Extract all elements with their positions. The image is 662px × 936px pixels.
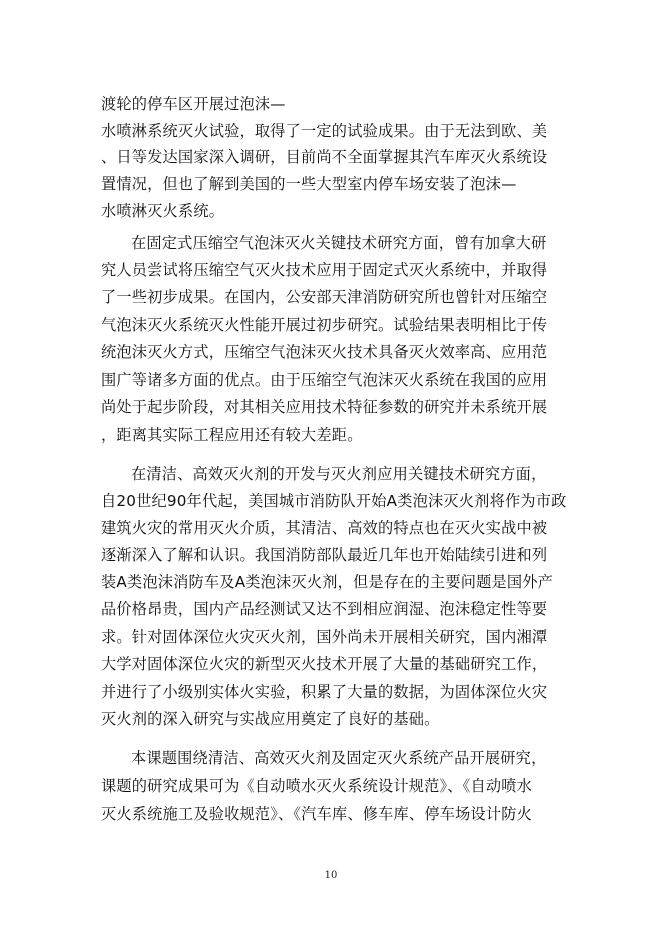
text-line: 课题的研究成果可为《自动喷水灭火系统设计规范》、《自动喷水 — [101, 777, 533, 795]
text-line: 建筑火灾的常用灭火介质，其清洁、高效的特点也在灭火实战中被 — [101, 519, 548, 537]
text-line: 置情况，但也了解到美国的一些大型室内停车场安装了泡沫— — [101, 175, 517, 193]
text-line: 逐渐深入了解和认识。我国消防部队最近几年也开始陆续引进和列 — [101, 546, 548, 564]
text-line: 品价格昂贵，国内产品经测试又达不到相应润湿、泡沫稳定性等要 — [101, 600, 548, 618]
paragraph-first-line: 本课题围绕清洁、高效灭火剂及固定灭火系统产品开展研究， — [131, 749, 547, 767]
text-line: 水喷淋灭火系统。 — [101, 202, 225, 220]
text-line: 究人员尝试将压缩空气灭火技术应用于固定式灭火系统中，并取得 — [101, 261, 548, 279]
page-number: 10 — [324, 870, 338, 881]
text-line: 灭火系统施工及验收规范》、《汽车库、修车库、停车场设计防火 — [101, 805, 533, 823]
text-line: ，距离其实际工程应用还有较大差距。 — [101, 426, 363, 444]
text-line: 装A类泡沫消防车及A类泡沫灭火剂，但是存在的主要问题是国外产 — [101, 573, 554, 591]
text-line: 求。针对固体深位火灾灭火剂，国外尚未开展相关研究，国内湘潭 — [101, 628, 548, 646]
text-line: 气泡沫灭火系统灭火性能开展过初步研究。试验结果表明相比于传 — [101, 316, 548, 334]
text-line: 了一些初步成果。在国内，公安部天津消防研究所也曾针对压缩空 — [101, 288, 548, 306]
text-line: 水喷淋系统灭火试验，取得了一定的试验成果。由于无法到欧、美 — [101, 122, 548, 140]
text-line: 围广等诸多方面的优点。由于压缩空气泡沫灭火系统在我国的应用 — [101, 371, 548, 389]
text-line: 大学对固体深位火灾的新型灭火技术开展了大量的基础研究工作， — [101, 655, 548, 673]
text-line: 渡轮的停车区开展过泡沫— — [101, 95, 286, 113]
text-line: 并进行了小级别实体火实验，积累了大量的数据，为固体深位火灾 — [101, 683, 548, 701]
text-line: 灭火剂的深入研究与实战应用奠定了良好的基础。 — [101, 710, 440, 728]
text-line: 、日等发达国家深入调研，目前尚不全面掌握其汽车库灭火系统设 — [101, 148, 548, 166]
paragraph-first-line: 在固定式压缩空气泡沫灭火关键技术研究方面，曾有加拿大研 — [131, 234, 547, 252]
text-line: 自20世纪90年代起，美国城市消防队开始A类泡沫灭火剂将作为市政 — [101, 492, 567, 510]
text-line: 统泡沫灭火方式，压缩空气泡沫灭火技术具备灭火效率高、应用范 — [101, 343, 548, 361]
paragraph-first-line: 在清洁、高效灭火剂的开发与灭火剂应用关键技术研究方面， — [131, 465, 547, 483]
text-line: 尚处于起步阶段，对其相关应用技术特征参数的研究并未系统开展 — [101, 398, 548, 416]
